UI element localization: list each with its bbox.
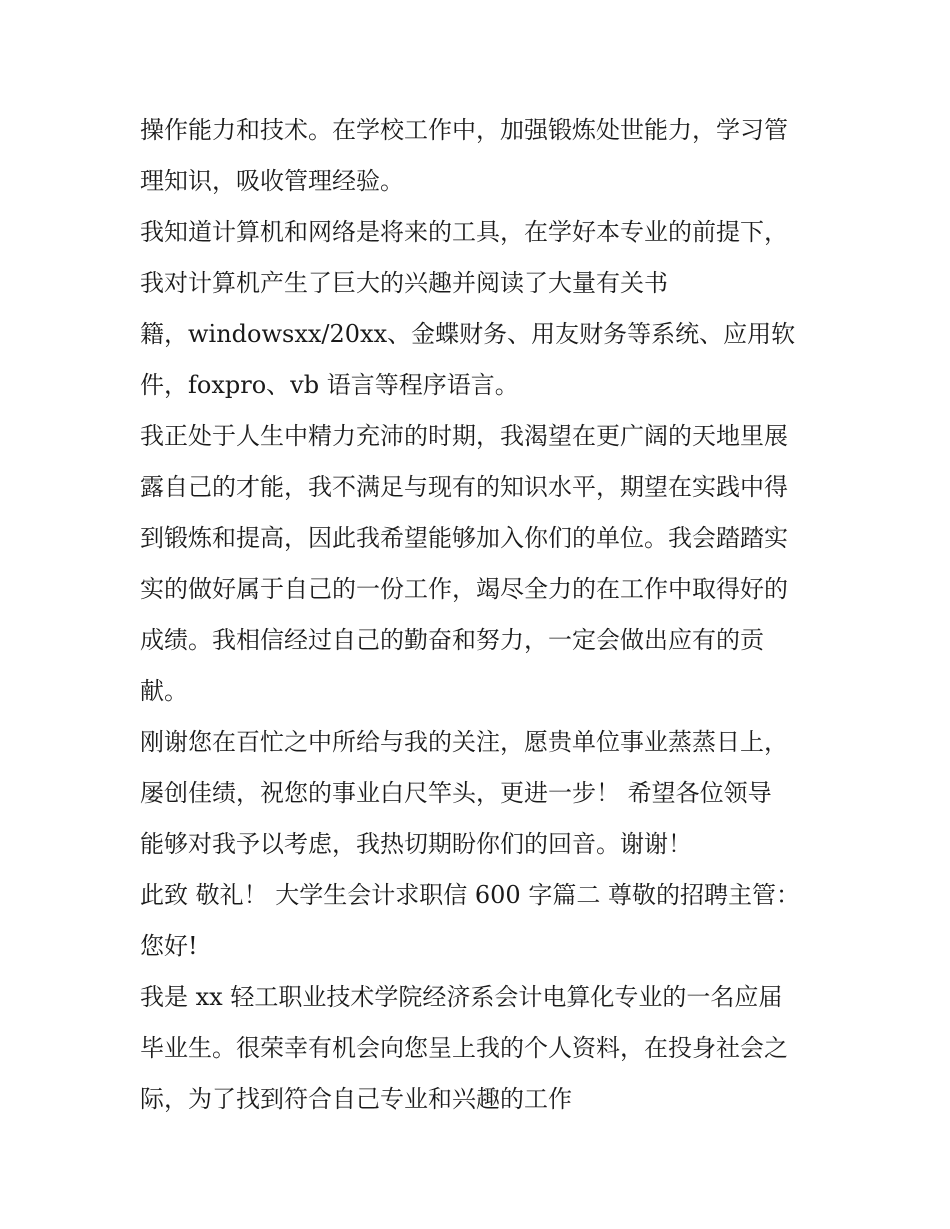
text-line: 到锻炼和提高，因此我希望能够加入你们的单位。我会踏踏实 (140, 524, 788, 552)
text-line: 刚谢您在百忙之中所给与我的关注，愿贵单位事业蒸蒸日上， (140, 728, 788, 756)
text-line: 籍，windowsxx/20xx、金蝶财务、用友财务等系统、应用软 (140, 320, 796, 348)
text-line: 能够对我予以考虑，我热切期盼你们的回音。谢谢！ (140, 830, 692, 858)
body-text (140, 105, 820, 1125)
text-line: 献。 (140, 677, 188, 705)
text-line: 此致 敬礼！ 大学生会计求职信 600 字篇二 尊敬的招聘主管： (140, 881, 800, 909)
text-line: 我正处于人生中精力充沛的时期，我渴望在更广阔的天地里展 (140, 422, 788, 450)
text-line: 实的做好属于自己的一份工作，竭尽全力的在工作中取得好的 (140, 575, 788, 603)
text-line: 际，为了找到符合自己专业和兴趣的工作 (140, 1085, 572, 1113)
text-line: 我知道计算机和网络是将来的工具，在学好本专业的前提下， (140, 218, 788, 246)
text-line: 露自己的才能，我不满足与现有的知识水平，期望在实践中得 (140, 473, 788, 501)
text-line: 成绩。我相信经过自己的勤奋和努力，一定会做出应有的贡 (140, 626, 764, 654)
text-line: 理知识，吸收管理经验。 (140, 167, 404, 195)
text-line: 件，foxpro、vb 语言等程序语言。 (140, 371, 519, 399)
text-line: 毕业生。很荣幸有机会向您呈上我的个人资料，在投身社会之 (140, 1034, 788, 1062)
text-line: 操作能力和技术。在学校工作中，加强锻炼处世能力，学习管 (140, 116, 788, 144)
text-line: 我对计算机产生了巨大的兴趣并阅读了大量有关书 (140, 269, 668, 297)
text-line: 您好! (140, 932, 198, 960)
text-line: 我是 xx 轻工职业技术学院经济系会计电算化专业的一名应届 (140, 983, 783, 1011)
text-line: 屡创佳绩，祝您的事业白尺竿头，更进一步！ 希望各位领导 (140, 779, 772, 807)
